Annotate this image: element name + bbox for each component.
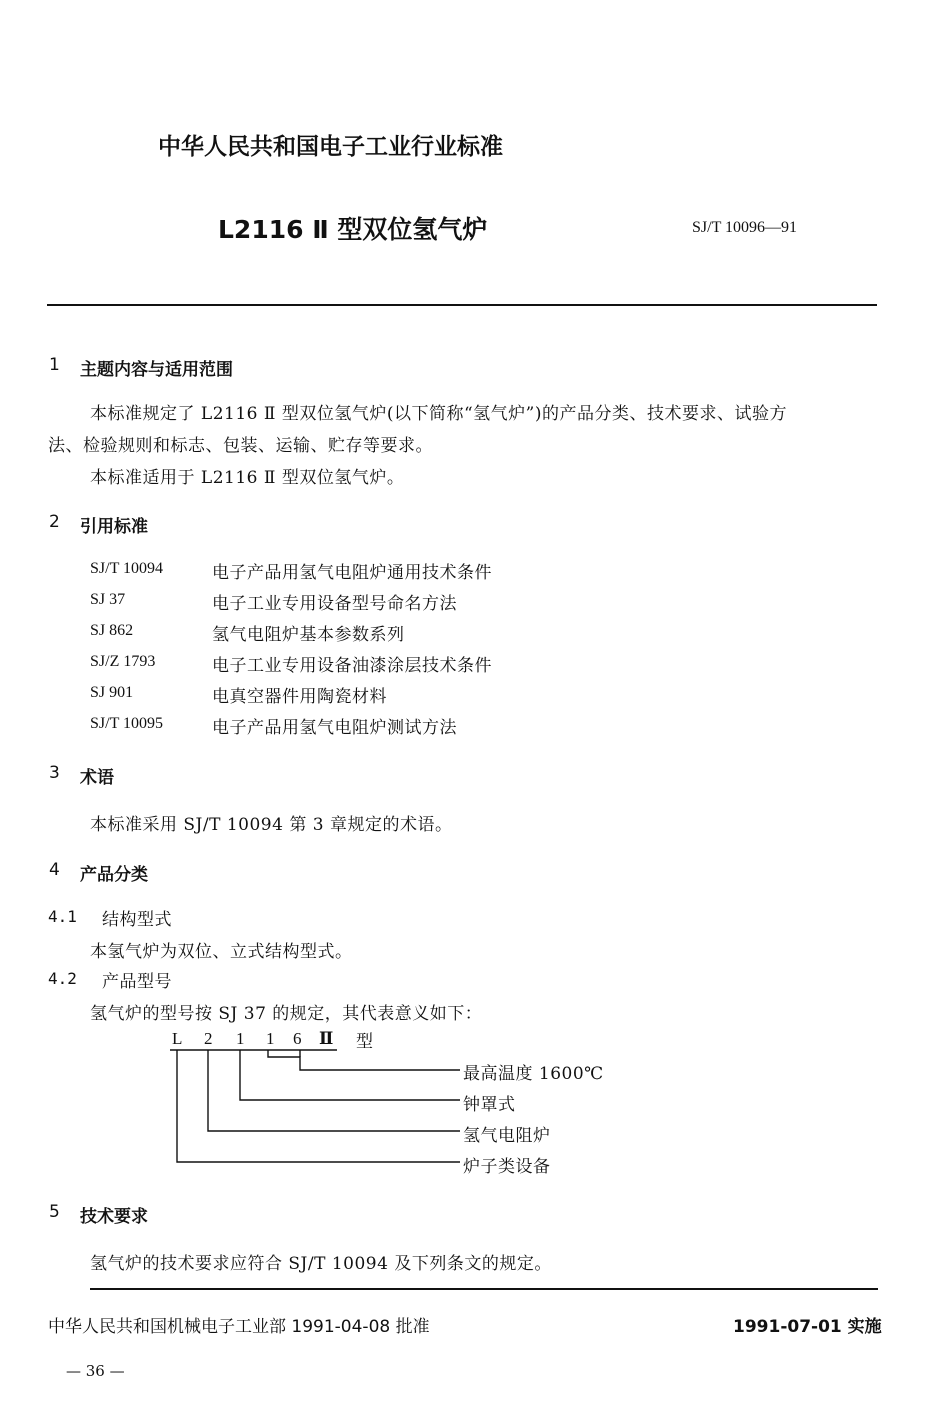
subsection-4-2-title: 产品型号 — [102, 972, 172, 992]
org-title: 中华人民共和国电子工业行业标准 — [158, 134, 503, 160]
model-label-bell-type: 钟罩式 — [463, 1095, 516, 1115]
model-char-1b: 1 — [266, 1029, 275, 1048]
section-3-title: 术语 — [80, 768, 114, 788]
footer-effective-date: 1991-07-01 实施 — [733, 1317, 882, 1337]
reference-code: SJ/Z 1793 — [90, 653, 156, 670]
section-5-number: 5 — [49, 1202, 60, 1222]
reference-code: SJ 37 — [90, 591, 126, 608]
subsection-4-1-number: 4.1 — [48, 907, 77, 926]
reference-code: SJ/T 10095 — [90, 715, 164, 732]
reference-title: 电真空器件用陶瓷材料 — [212, 687, 387, 707]
model-label-furnace-equipment: 炉子类设备 — [463, 1157, 551, 1177]
section-1-paragraph-line-2: 法、检验规则和标志、包装、运输、贮存等要求。 — [48, 436, 433, 456]
model-char-2: 2 — [204, 1029, 213, 1048]
reference-title: 电子工业专用设备型号命名方法 — [212, 594, 457, 614]
section-1-paragraph-line-1: 本标准规定了 L2116 Ⅱ 型双位氢气炉(以下简称“氢气炉”)的产品分类、技术要求、试验方 — [90, 404, 787, 424]
section-4-title: 产品分类 — [80, 865, 148, 885]
reference-code: SJ 862 — [90, 622, 134, 639]
model-char-1a: 1 — [236, 1029, 245, 1048]
section-1-title: 主题内容与适用范围 — [80, 360, 233, 380]
reference-title: 电子工业专用设备油漆涂层技术条件 — [212, 656, 492, 676]
subsection-4-1-text: 本氢气炉为双位、立式结构型式。 — [90, 942, 353, 962]
section-2-number: 2 — [49, 512, 60, 532]
section-3-paragraph: 本标准采用 SJ/T 10094 第 3 章规定的术语。 — [90, 815, 453, 835]
section-4-number: 4 — [49, 860, 60, 880]
model-label-hydrogen-furnace: 氢气电阻炉 — [463, 1126, 551, 1146]
model-char-roman-2: Ⅱ — [319, 1029, 334, 1048]
reference-title: 氢气电阻炉基本参数系列 — [212, 625, 405, 645]
section-1-paragraph-2: 本标准适用于 L2116 Ⅱ 型双位氢气炉。 — [90, 468, 405, 488]
footer-rule — [90, 1288, 878, 1290]
model-char-xing: 型 — [356, 1032, 373, 1052]
model-label-max-temp: 最高温度 1600℃ — [463, 1064, 604, 1084]
doc-title: L2116 Ⅱ 型双位氢气炉 — [218, 215, 488, 244]
section-5-paragraph: 氢气炉的技术要求应符合 SJ/T 10094 及下列条文的规定。 — [90, 1254, 552, 1274]
subsection-4-2-number: 4.2 — [48, 969, 77, 988]
section-2-title: 引用标准 — [80, 517, 148, 537]
subsection-4-2-text: 氢气炉的型号按 SJ 37 的规定，其代表意义如下： — [90, 1004, 483, 1024]
reference-code: SJ/T 10094 — [90, 560, 164, 577]
section-3-number: 3 — [49, 763, 60, 783]
footer-approval: 中华人民共和国机械电子工业部 1991-04-08 批准 — [48, 1317, 430, 1337]
model-char-6: 6 — [293, 1029, 302, 1048]
reference-code: SJ 901 — [90, 684, 134, 701]
subsection-4-1-title: 结构型式 — [102, 910, 172, 930]
section-1-number: 1 — [49, 355, 60, 375]
reference-title: 电子产品用氢气电阻炉测试方法 — [212, 718, 457, 738]
page-number: — 36 — — [66, 1362, 125, 1380]
reference-title: 电子产品用氢气电阻炉通用技术条件 — [212, 563, 492, 583]
standard-code: SJ/T 10096—91 — [692, 219, 798, 236]
model-char-L: L — [172, 1029, 183, 1048]
section-5-title: 技术要求 — [80, 1207, 148, 1227]
